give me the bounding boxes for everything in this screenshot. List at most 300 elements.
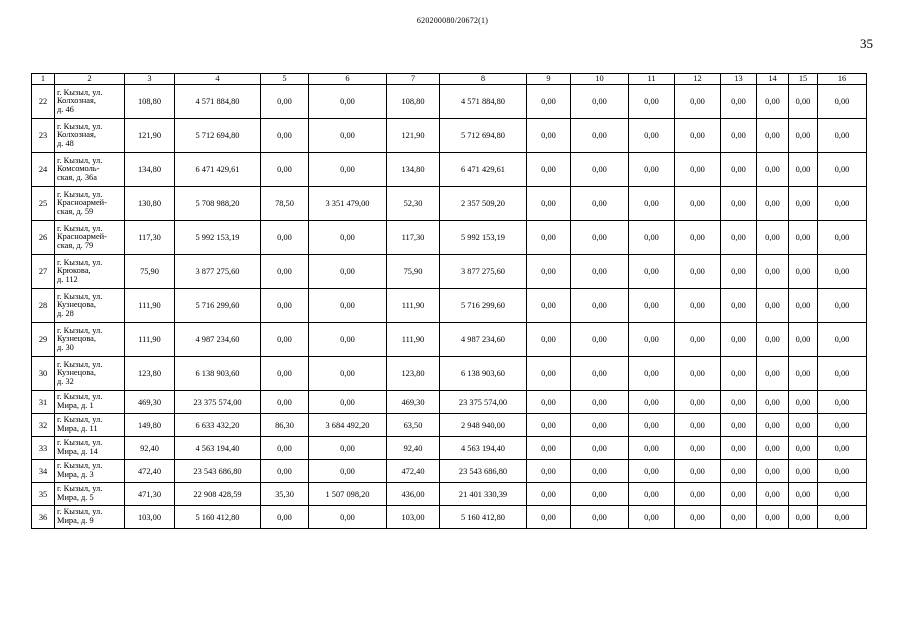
value-cell: 0,00 — [675, 437, 721, 460]
value-cell: 0,00 — [757, 414, 789, 437]
value-cell: 23 375 574,00 — [440, 391, 527, 414]
value-cell: 103,00 — [387, 506, 440, 529]
value-cell: 0,00 — [721, 153, 757, 187]
value-cell: 5 712 694,80 — [175, 119, 261, 153]
address-cell — [55, 119, 125, 153]
value-cell: 134,80 — [125, 153, 175, 187]
value-cell: 0,00 — [818, 187, 867, 221]
value-cell: 5 708 988,20 — [175, 187, 261, 221]
value-cell: 23 543 686,80 — [440, 460, 527, 483]
value-cell: 0,00 — [261, 437, 309, 460]
value-cell: 21 401 330,39 — [440, 483, 527, 506]
value-cell: 0,00 — [527, 119, 571, 153]
value-cell: 0,00 — [789, 323, 818, 357]
column-header: 11 — [629, 74, 675, 85]
table-row — [32, 119, 867, 153]
address-line: г. Кызыл, ул. — [57, 121, 103, 131]
value-cell: 123,80 — [387, 357, 440, 391]
address-line: г. Кызыл, ул. — [57, 189, 103, 199]
value-cell: 0,00 — [789, 153, 818, 187]
address-line: Колхозная, — [57, 130, 96, 140]
address-line: Крюкова, — [57, 266, 91, 276]
value-cell: 0,00 — [789, 506, 818, 529]
column-header: 7 — [387, 74, 440, 85]
value-cell: 0,00 — [675, 255, 721, 289]
value-cell: 0,00 — [571, 255, 629, 289]
value-cell: 0,00 — [818, 221, 867, 255]
value-cell: 35,30 — [261, 483, 309, 506]
address-line: г. Кызыл, ул. — [57, 223, 103, 233]
address-line: г. Кызыл, ул. — [57, 359, 103, 369]
value-cell: 5 716 299,60 — [440, 289, 527, 323]
value-cell: 3 877 275,60 — [175, 255, 261, 289]
value-cell: 111,90 — [125, 289, 175, 323]
value-cell: 0,00 — [757, 506, 789, 529]
value-cell: 0,00 — [721, 506, 757, 529]
table-row — [32, 221, 867, 255]
value-cell: 0,00 — [527, 323, 571, 357]
value-cell: 0,00 — [818, 289, 867, 323]
row-number: 27 — [32, 255, 55, 289]
value-cell: 0,00 — [675, 357, 721, 391]
value-cell: 6 471 429,61 — [175, 153, 261, 187]
value-cell: 2 357 509,20 — [440, 187, 527, 221]
value-cell: 0,00 — [571, 437, 629, 460]
value-cell: 6 138 903,60 — [440, 357, 527, 391]
value-cell: 121,90 — [125, 119, 175, 153]
address-cell — [55, 391, 125, 414]
value-cell: 0,00 — [675, 187, 721, 221]
row-number: 33 — [32, 437, 55, 460]
value-cell: 0,00 — [818, 483, 867, 506]
value-cell: 0,00 — [818, 323, 867, 357]
value-cell: 0,00 — [261, 323, 309, 357]
value-cell: 0,00 — [789, 437, 818, 460]
value-cell: 0,00 — [789, 119, 818, 153]
row-number: 25 — [32, 187, 55, 221]
address-line: д. 28 — [57, 308, 74, 318]
value-cell: 0,00 — [675, 483, 721, 506]
value-cell: 5 992 153,19 — [175, 221, 261, 255]
row-number: 22 — [32, 85, 55, 119]
table-row — [32, 323, 867, 357]
value-cell: 0,00 — [675, 85, 721, 119]
value-cell: 0,00 — [757, 255, 789, 289]
value-cell: 0,00 — [629, 483, 675, 506]
value-cell: 0,00 — [818, 460, 867, 483]
value-cell: 130,80 — [125, 187, 175, 221]
value-cell: 117,30 — [387, 221, 440, 255]
value-cell: 0,00 — [818, 119, 867, 153]
value-cell: 3 877 275,60 — [440, 255, 527, 289]
value-cell: 111,90 — [125, 323, 175, 357]
value-cell: 0,00 — [571, 506, 629, 529]
value-cell: 0,00 — [527, 357, 571, 391]
value-cell: 0,00 — [527, 483, 571, 506]
value-cell: 0,00 — [675, 506, 721, 529]
column-header: 14 — [757, 74, 789, 85]
value-cell: 0,00 — [721, 437, 757, 460]
value-cell: 0,00 — [789, 255, 818, 289]
value-cell: 0,00 — [757, 391, 789, 414]
address-cell — [55, 187, 125, 221]
value-cell: 0,00 — [675, 289, 721, 323]
column-header: 1 — [32, 74, 55, 85]
column-header: 2 — [55, 74, 125, 85]
value-cell: 0,00 — [261, 460, 309, 483]
table-row — [32, 391, 867, 414]
value-cell: 0,00 — [675, 221, 721, 255]
value-cell: 0,00 — [818, 437, 867, 460]
value-cell: 111,90 — [387, 289, 440, 323]
address-line: Колхозная, — [57, 96, 96, 106]
row-number: 36 — [32, 506, 55, 529]
table-header-row — [32, 74, 867, 85]
value-cell: 0,00 — [261, 391, 309, 414]
value-cell: 472,40 — [387, 460, 440, 483]
address-cell — [55, 357, 125, 391]
value-cell: 0,00 — [571, 289, 629, 323]
value-cell: 0,00 — [818, 153, 867, 187]
row-number: 26 — [32, 221, 55, 255]
table-row — [32, 289, 867, 323]
value-cell: 0,00 — [261, 221, 309, 255]
value-cell: 0,00 — [309, 460, 387, 483]
value-cell: 0,00 — [629, 221, 675, 255]
address-line: г. Кызыл, ул. — [57, 484, 103, 494]
value-cell: 0,00 — [309, 506, 387, 529]
value-cell: 0,00 — [757, 153, 789, 187]
value-cell: 23 375 574,00 — [175, 391, 261, 414]
value-cell: 0,00 — [261, 357, 309, 391]
column-header: 6 — [309, 74, 387, 85]
page-number: 35 — [860, 36, 873, 51]
value-cell: 0,00 — [789, 357, 818, 391]
value-cell: 0,00 — [629, 289, 675, 323]
address-line: Мира, д. 1 — [57, 401, 94, 410]
value-cell: 0,00 — [818, 85, 867, 119]
value-cell: 0,00 — [527, 255, 571, 289]
value-cell: 0,00 — [571, 119, 629, 153]
value-cell: 0,00 — [527, 437, 571, 460]
value-cell: 92,40 — [387, 437, 440, 460]
address-line: Кузнецова, — [57, 300, 96, 310]
column-header: 15 — [789, 74, 818, 85]
value-cell: 436,00 — [387, 483, 440, 506]
value-cell: 92,40 — [125, 437, 175, 460]
address-cell — [55, 289, 125, 323]
address-line: г. Кызыл, ул. — [57, 257, 103, 267]
address-line: г. Кызыл, ул. — [57, 415, 103, 425]
value-cell: 0,00 — [721, 323, 757, 357]
column-header: 10 — [571, 74, 629, 85]
value-cell: 5 160 412,80 — [175, 506, 261, 529]
value-cell: 0,00 — [818, 391, 867, 414]
value-cell: 4 571 884,80 — [175, 85, 261, 119]
address-line: Красноармей- — [57, 232, 107, 242]
value-cell: 0,00 — [571, 414, 629, 437]
table-row — [32, 483, 867, 506]
value-cell: 0,00 — [571, 460, 629, 483]
value-cell: 52,30 — [387, 187, 440, 221]
value-cell: 1 507 098,20 — [309, 483, 387, 506]
value-cell: 78,50 — [261, 187, 309, 221]
value-cell: 0,00 — [818, 255, 867, 289]
value-cell: 75,90 — [125, 255, 175, 289]
value-cell: 2 948 940,00 — [440, 414, 527, 437]
value-cell: 121,90 — [387, 119, 440, 153]
row-number: 30 — [32, 357, 55, 391]
value-cell: 0,00 — [629, 506, 675, 529]
address-cell — [55, 323, 125, 357]
value-cell: 4 563 194,40 — [440, 437, 527, 460]
value-cell: 111,90 — [387, 323, 440, 357]
value-cell: 5 716 299,60 — [175, 289, 261, 323]
value-cell: 0,00 — [309, 323, 387, 357]
value-cell: 0,00 — [527, 153, 571, 187]
value-cell: 0,00 — [721, 391, 757, 414]
value-cell: 0,00 — [527, 391, 571, 414]
value-cell: 0,00 — [675, 460, 721, 483]
value-cell: 0,00 — [757, 187, 789, 221]
value-cell: 0,00 — [789, 414, 818, 437]
value-cell: 0,00 — [309, 289, 387, 323]
row-number: 32 — [32, 414, 55, 437]
column-header: 5 — [261, 74, 309, 85]
value-cell: 0,00 — [818, 357, 867, 391]
value-cell: 0,00 — [571, 221, 629, 255]
address-line: г. Кызыл, ул. — [57, 438, 103, 448]
value-cell: 0,00 — [629, 187, 675, 221]
address-cell — [55, 85, 125, 119]
value-cell: 0,00 — [721, 414, 757, 437]
value-cell: 0,00 — [757, 289, 789, 323]
value-cell: 0,00 — [789, 187, 818, 221]
value-cell: 63,50 — [387, 414, 440, 437]
value-cell: 3 684 492,20 — [309, 414, 387, 437]
value-cell: 0,00 — [721, 357, 757, 391]
value-cell: 0,00 — [675, 391, 721, 414]
value-cell: 0,00 — [527, 289, 571, 323]
value-cell: 0,00 — [721, 85, 757, 119]
value-cell: 0,00 — [757, 357, 789, 391]
table-row — [32, 255, 867, 289]
value-cell: 472,40 — [125, 460, 175, 483]
value-cell: 0,00 — [757, 221, 789, 255]
address-cell — [55, 483, 125, 506]
row-number: 34 — [32, 460, 55, 483]
value-cell: 0,00 — [629, 391, 675, 414]
address-line: Мира, д. 3 — [57, 470, 94, 479]
address-line: Кузнецова, — [57, 334, 96, 344]
value-cell: 0,00 — [629, 460, 675, 483]
value-cell: 0,00 — [527, 460, 571, 483]
address-line: г. Кызыл, ул. — [57, 87, 103, 97]
address-cell — [55, 437, 125, 460]
value-cell: 0,00 — [309, 391, 387, 414]
value-cell: 0,00 — [721, 255, 757, 289]
value-cell: 0,00 — [789, 221, 818, 255]
value-cell: 0,00 — [571, 391, 629, 414]
value-cell: 5 160 412,80 — [440, 506, 527, 529]
value-cell: 0,00 — [629, 119, 675, 153]
column-header: 4 — [175, 74, 261, 85]
value-cell: 6 471 429,61 — [440, 153, 527, 187]
value-cell: 0,00 — [629, 255, 675, 289]
column-header: 8 — [440, 74, 527, 85]
value-cell: 22 908 428,59 — [175, 483, 261, 506]
value-cell: 0,00 — [571, 483, 629, 506]
value-cell: 103,00 — [125, 506, 175, 529]
value-cell: 0,00 — [261, 506, 309, 529]
address-line: Комсомоль- — [57, 164, 100, 174]
value-cell: 4 563 194,40 — [175, 437, 261, 460]
address-line: д. 112 — [57, 274, 78, 284]
value-cell: 0,00 — [571, 153, 629, 187]
address-line: г. Кызыл, ул. — [57, 325, 103, 335]
value-cell: 0,00 — [261, 153, 309, 187]
value-cell: 75,90 — [387, 255, 440, 289]
value-cell: 0,00 — [675, 119, 721, 153]
value-cell: 0,00 — [629, 153, 675, 187]
value-cell: 0,00 — [721, 289, 757, 323]
value-cell: 471,30 — [125, 483, 175, 506]
value-cell: 6 138 903,60 — [175, 357, 261, 391]
value-cell: 134,80 — [387, 153, 440, 187]
value-cell: 149,80 — [125, 414, 175, 437]
column-header: 16 — [818, 74, 867, 85]
value-cell: 0,00 — [261, 289, 309, 323]
address-line: Мира, д. 5 — [57, 493, 94, 502]
address-cell — [55, 221, 125, 255]
table-row — [32, 437, 867, 460]
address-line: Мира, д. 14 — [57, 447, 98, 456]
address-line: г. Кызыл, ул. — [57, 461, 103, 471]
column-header: 3 — [125, 74, 175, 85]
value-cell: 0,00 — [309, 85, 387, 119]
value-cell: 0,00 — [527, 187, 571, 221]
value-cell: 0,00 — [721, 483, 757, 506]
value-cell: 0,00 — [629, 323, 675, 357]
value-cell: 5 992 153,19 — [440, 221, 527, 255]
address-line: д. 32 — [57, 376, 74, 386]
address-cell — [55, 506, 125, 529]
address-line: д. 48 — [57, 138, 74, 148]
value-cell: 0,00 — [527, 85, 571, 119]
row-number: 23 — [32, 119, 55, 153]
value-cell: 0,00 — [309, 153, 387, 187]
column-header: 12 — [675, 74, 721, 85]
value-cell: 108,80 — [125, 85, 175, 119]
table-row — [32, 85, 867, 119]
value-cell: 108,80 — [387, 85, 440, 119]
value-cell: 0,00 — [757, 460, 789, 483]
value-cell: 469,30 — [125, 391, 175, 414]
value-cell: 0,00 — [571, 357, 629, 391]
value-cell: 3 351 479,00 — [309, 187, 387, 221]
value-cell: 0,00 — [675, 414, 721, 437]
table-row — [32, 414, 867, 437]
value-cell: 0,00 — [721, 119, 757, 153]
value-cell: 0,00 — [818, 506, 867, 529]
value-cell: 0,00 — [721, 187, 757, 221]
value-cell: 469,30 — [387, 391, 440, 414]
table-row — [32, 153, 867, 187]
value-cell: 4 571 884,80 — [440, 85, 527, 119]
value-cell: 0,00 — [675, 153, 721, 187]
value-cell: 4 987 234,60 — [175, 323, 261, 357]
value-cell: 0,00 — [789, 85, 818, 119]
value-cell: 0,00 — [818, 414, 867, 437]
value-cell: 23 543 686,80 — [175, 460, 261, 483]
column-header: 9 — [527, 74, 571, 85]
value-cell: 0,00 — [571, 85, 629, 119]
value-cell: 0,00 — [261, 119, 309, 153]
value-cell: 0,00 — [261, 85, 309, 119]
address-cell — [55, 153, 125, 187]
value-cell: 0,00 — [309, 437, 387, 460]
value-cell: 0,00 — [675, 323, 721, 357]
value-cell: 0,00 — [629, 357, 675, 391]
row-number: 29 — [32, 323, 55, 357]
address-cell — [55, 414, 125, 437]
address-cell — [55, 255, 125, 289]
address-line: ская, д. 59 — [57, 206, 94, 216]
value-cell: 0,00 — [527, 414, 571, 437]
value-cell: 0,00 — [757, 437, 789, 460]
address-line: г. Кызыл, ул. — [57, 392, 103, 402]
value-cell: 0,00 — [629, 85, 675, 119]
address-line: ская, д. 36а — [57, 172, 97, 182]
value-cell: 0,00 — [757, 323, 789, 357]
value-cell: 6 633 432,20 — [175, 414, 261, 437]
value-cell: 0,00 — [789, 289, 818, 323]
value-cell: 0,00 — [789, 460, 818, 483]
address-line: г. Кызыл, ул. — [57, 507, 103, 517]
address-line: Красноармей- — [57, 198, 107, 208]
value-cell: 0,00 — [757, 85, 789, 119]
row-number: 35 — [32, 483, 55, 506]
value-cell: 0,00 — [527, 506, 571, 529]
address-line: ская, д. 79 — [57, 240, 94, 250]
table-row — [32, 357, 867, 391]
address-line: Мира, д. 9 — [57, 516, 94, 525]
value-cell: 0,00 — [789, 483, 818, 506]
value-cell: 0,00 — [527, 221, 571, 255]
value-cell: 0,00 — [309, 119, 387, 153]
table-row — [32, 460, 867, 483]
value-cell: 0,00 — [571, 323, 629, 357]
value-cell: 0,00 — [309, 221, 387, 255]
value-cell: 123,80 — [125, 357, 175, 391]
value-cell: 86,30 — [261, 414, 309, 437]
address-line: г. Кызыл, ул. — [57, 155, 103, 165]
document-id: 620200080/20672(1) — [416, 16, 489, 25]
value-cell: 0,00 — [757, 483, 789, 506]
value-cell: 4 987 234,60 — [440, 323, 527, 357]
row-number: 28 — [32, 289, 55, 323]
data-table — [31, 73, 867, 529]
value-cell: 0,00 — [309, 357, 387, 391]
value-cell: 0,00 — [757, 119, 789, 153]
address-line: Мира, д. 11 — [57, 424, 98, 433]
column-header: 13 — [721, 74, 757, 85]
address-line: д. 30 — [57, 342, 74, 352]
address-cell — [55, 460, 125, 483]
value-cell: 0,00 — [789, 391, 818, 414]
value-cell: 0,00 — [309, 255, 387, 289]
value-cell: 0,00 — [721, 221, 757, 255]
